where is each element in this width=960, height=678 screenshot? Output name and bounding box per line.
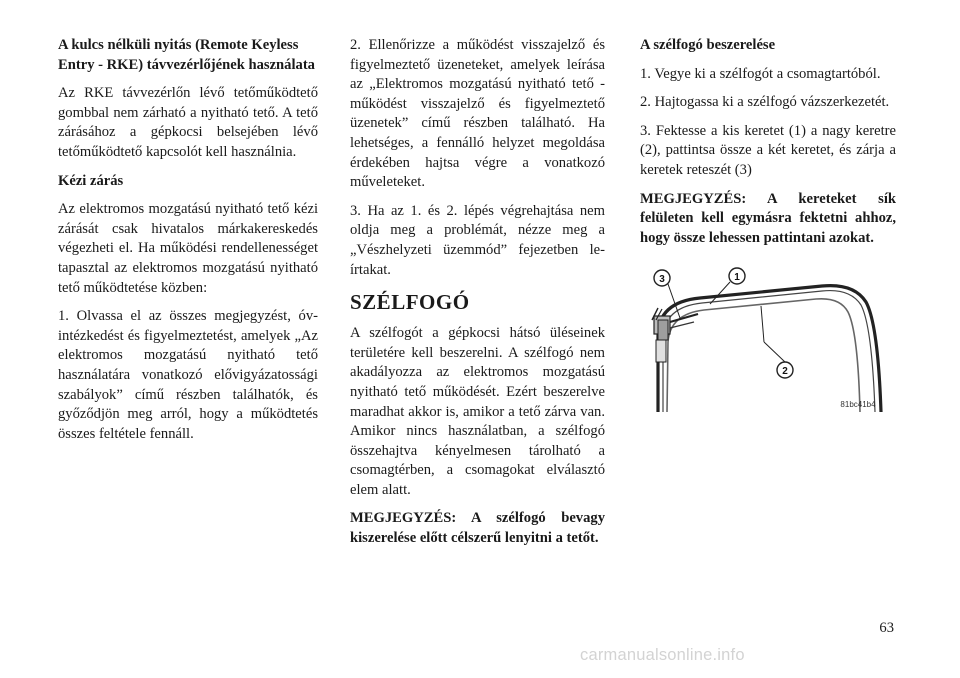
- page-number: 63: [879, 620, 894, 636]
- callout-3: 3: [659, 274, 665, 286]
- column-right: [640, 36, 896, 412]
- note-flat-surface: MEGJEGYZÉS: A kereteket sík felületen kell egymásra fektetni ahhoz, hogy össze lehessen pattintani azokat.: [640, 190, 896, 246]
- install-step-2: 2. Hajtogassa ki a szélfogó vázszerkezetét.: [640, 94, 890, 111]
- heading-install: A szélfogó beszerelése: [640, 37, 776, 53]
- step-3: 3. Ha az 1. és 2. lépés végrehajtása nem oldja meg a problémát, nézze meg a „Vészhelyzeti üzemmód” fejezetben leírtakat.: [350, 202, 605, 278]
- watermark: carmanualsonline.info: [580, 646, 745, 664]
- paragraph-rke: Az RKE távvezérlőn lévő tetőműködtető gombbal nem zárható a nyitható tető. A tető zárásához a gépkocsi belsejében lévő tetőműködtető kapcsolót kell használnia.: [58, 85, 318, 160]
- install-step-1: 1. Vegye ki a szélfogót a csomagtartóból.: [640, 65, 881, 82]
- figure-code: 81bc41b4: [840, 400, 876, 410]
- column-middle: [350, 36, 605, 558]
- paragraph-windscreen: A szélfogót a gépkocsi hátsó üléseinek területére kell beszerelni. A szélfogó nem akadályozza az elektromos mozgatású nyitható tető működését. Ezért beszerelve maradhat akkor is, amikor a tető zárva van. Amikor nincs használatban, a szélfogó összehajtva kényelmesen tárolható a csomagtérben, a csomagokat elválasztó elem alatt.: [350, 325, 605, 498]
- paragraph-manual-closing: Az elektromos mozgatású nyitható tető kézi zárását csak hivatalos márkakereskedés végezheti el. Ha működési rendellenességet tapasztal az elektromos mozgatású nyitható tető működtetése közben:: [58, 201, 318, 296]
- section-title: SZÉLFOGÓ: [350, 290, 470, 315]
- windscreen-frame-illustration: [640, 262, 900, 412]
- heading-manual-closing: Kézi zárás: [58, 172, 124, 189]
- callout-2: 2: [782, 366, 788, 378]
- callout-1: 1: [734, 272, 740, 284]
- note-remove: MEGJEGYZÉS: A szélfogó bevagy kiszerelése előtt célszerű lenyitni a tetőt.: [350, 510, 605, 547]
- column-left: [58, 36, 318, 453]
- heading-rke: A kulcs nélküli nyitás (Remote Keyless Entry - RKE) távvezérlőjének használata: [58, 37, 315, 73]
- step-2: 2. Ellenőrizze a működést visszajelző és figyelmeztető üzeneteket, amelyek leírása az „Elektromos mozgatású nyitható tető - működést visszajelző és figyelmeztető üzenetek” című részben található. Ha lehetséges, a fennálló helyzet megoldása érdekében hajtsa végre a vonatkozó műveleteket.: [350, 37, 605, 191]
- install-step-3: 3. Fektesse a kis keretet (1) a nagy keretre (2), pattintsa össze a két keretet, és zárja a keretek reteszét (3): [640, 122, 896, 178]
- step-1: 1. Olvassa el az összes megjegyzést, óvintézkedést és figyelmeztetést, amelyek „Az elektromos mozgatású nyitható tető használatára vonatkozó elővigyázatossági szabályok” című részben találhatók, és győződjön meg arról, hogy a működtetés összes feltétele fennáll.: [58, 308, 318, 442]
- windscreen-figure: [640, 262, 900, 412]
